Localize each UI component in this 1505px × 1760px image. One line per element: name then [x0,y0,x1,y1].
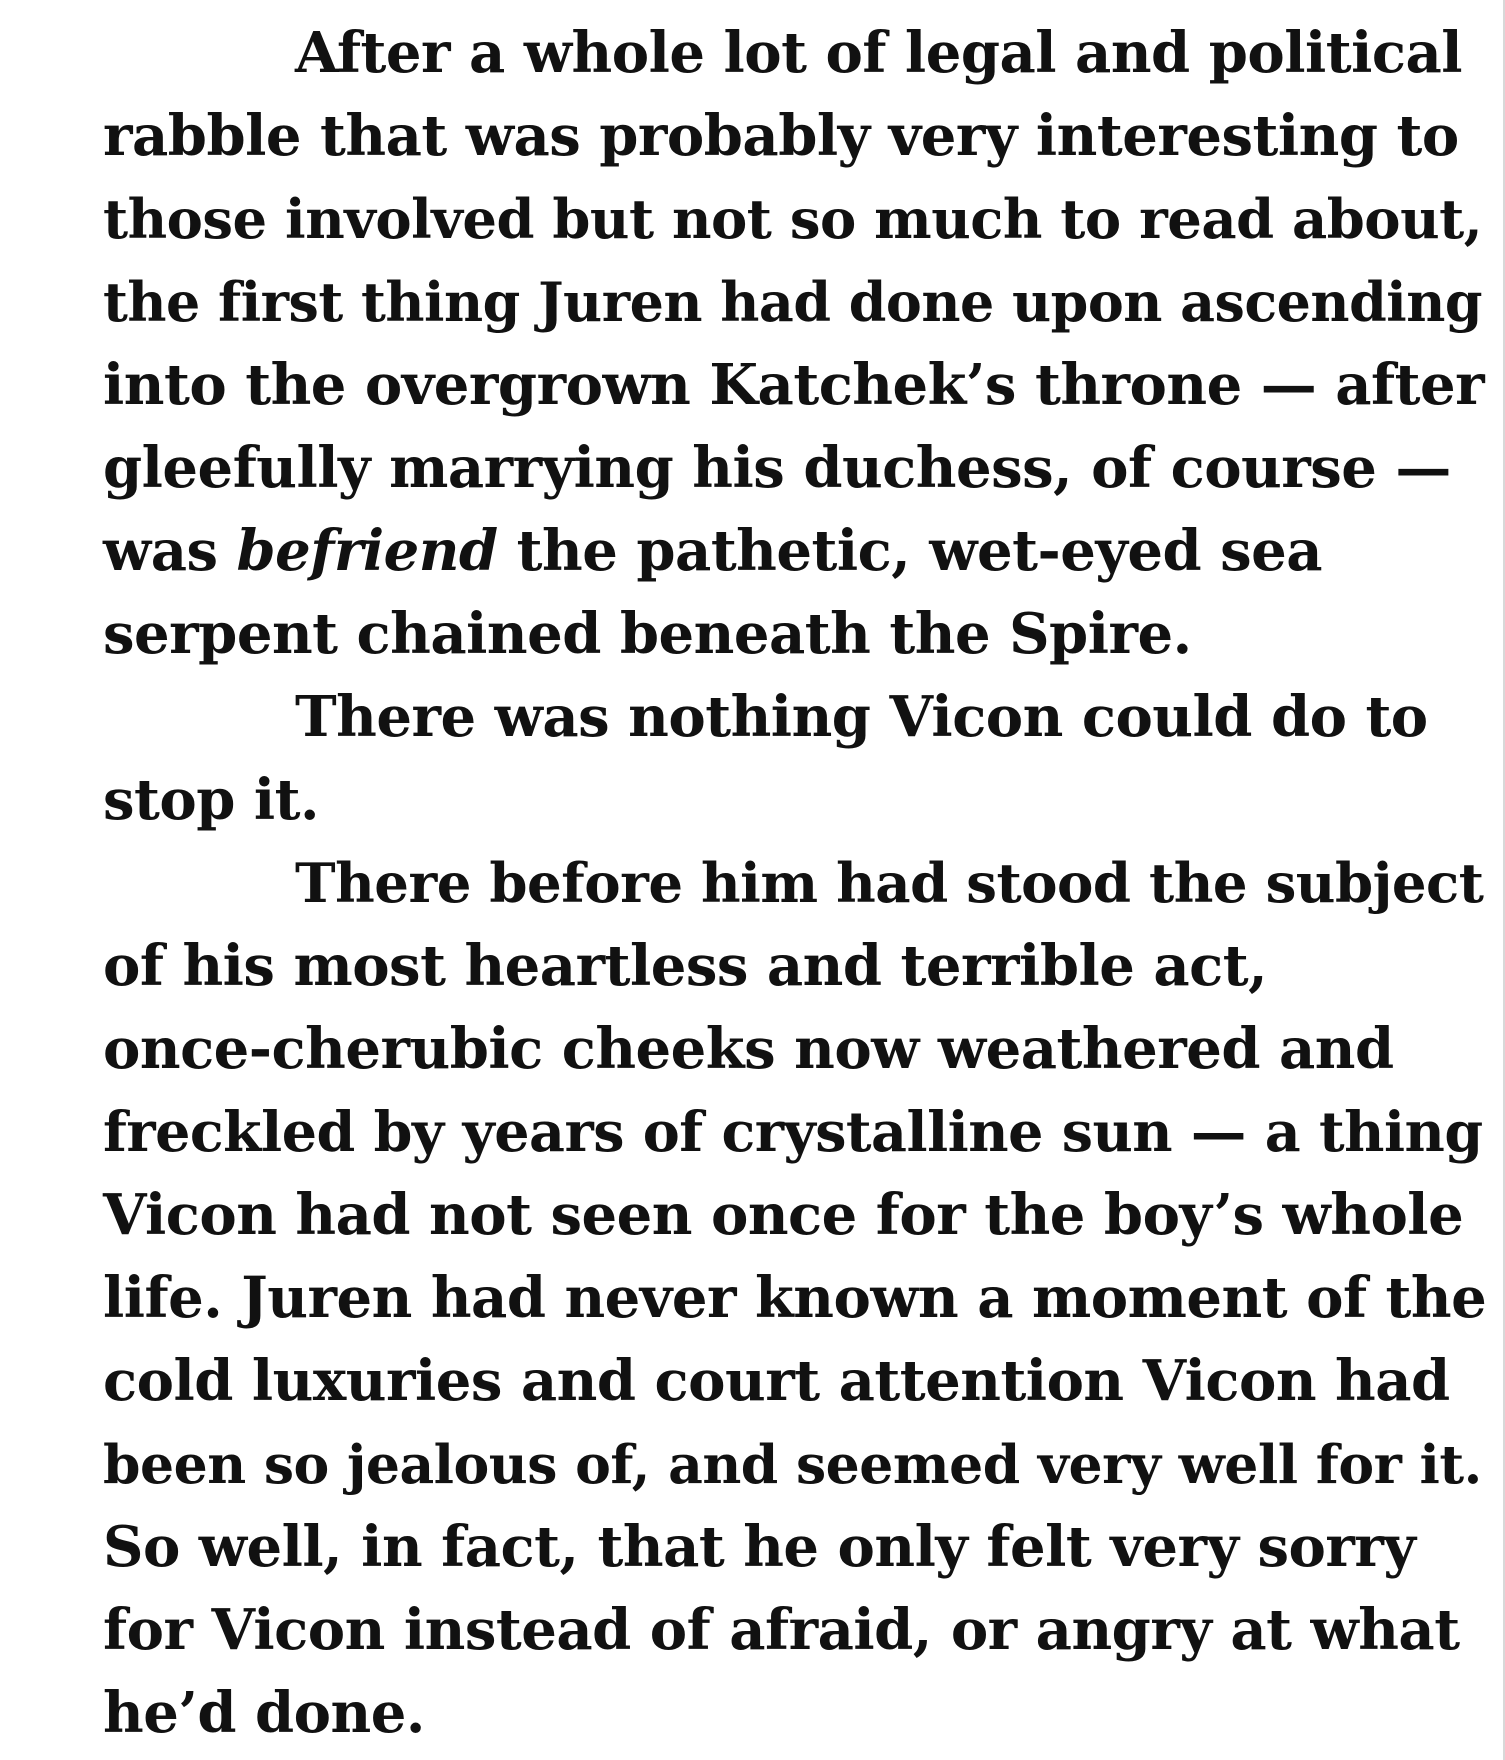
text-run: was [103,518,237,584]
paragraph-3-line-8: been so jealous of, and seemed very well for it. [103,1433,1482,1496]
paragraph-2-line-2: stop it. [103,767,320,833]
paragraph-1-line-7 [103,510,1503,593]
emphasized-word: befriend [236,518,498,584]
paragraph-3-line-2: of his most heartless and terrible act, [103,933,1268,999]
paragraph-1-line-6: gleefully marrying his duchess, of course — [103,435,1451,501]
paragraph-3-line-7: cold luxuries and court attention Vicon had [103,1348,1450,1414]
paragraph-3-line-6: life. Juren had never known a moment of the [103,1265,1487,1331]
body-text [103,12,1503,1755]
paragraph-1-line-2: rabble that was probably very interesting to [103,103,1459,169]
paragraph-1-line-8: serpent chained beneath the Spire. [103,601,1192,667]
paragraph-1-line-4: the first thing Juren had done upon ascending [103,270,1483,334]
paragraph-3-line-9: So well, in fact, that he only felt very sorry [103,1514,1416,1580]
paragraph-2-line-1: There was nothing Vicon could do to [295,684,1428,750]
paragraph-3-line-5: Vicon had not seen once for the boy’s whole [103,1182,1464,1248]
paragraph-3-line-10: for Vicon instead of afraid, or angry at what [103,1597,1460,1663]
paragraph-1-line-1: After a whole lot of legal and political [295,20,1463,86]
paragraph-3-line-11: he’d done. [103,1680,425,1746]
paragraph-3-line-4: freckled by years of crystalline sun — a thing [103,1100,1483,1165]
paragraph-3-line-3: once-cherubic cheeks now weathered and [103,1016,1394,1082]
paragraph-1-line-3: those involved but not so much to read about, [103,187,1483,251]
paragraph-3-line-1: There before him had stood the subject [295,851,1484,915]
text-run: the pathetic, wet-eyed sea [497,518,1323,584]
paragraph-1-line-5: into the overgrown Katchek’s throne — after [103,352,1485,418]
